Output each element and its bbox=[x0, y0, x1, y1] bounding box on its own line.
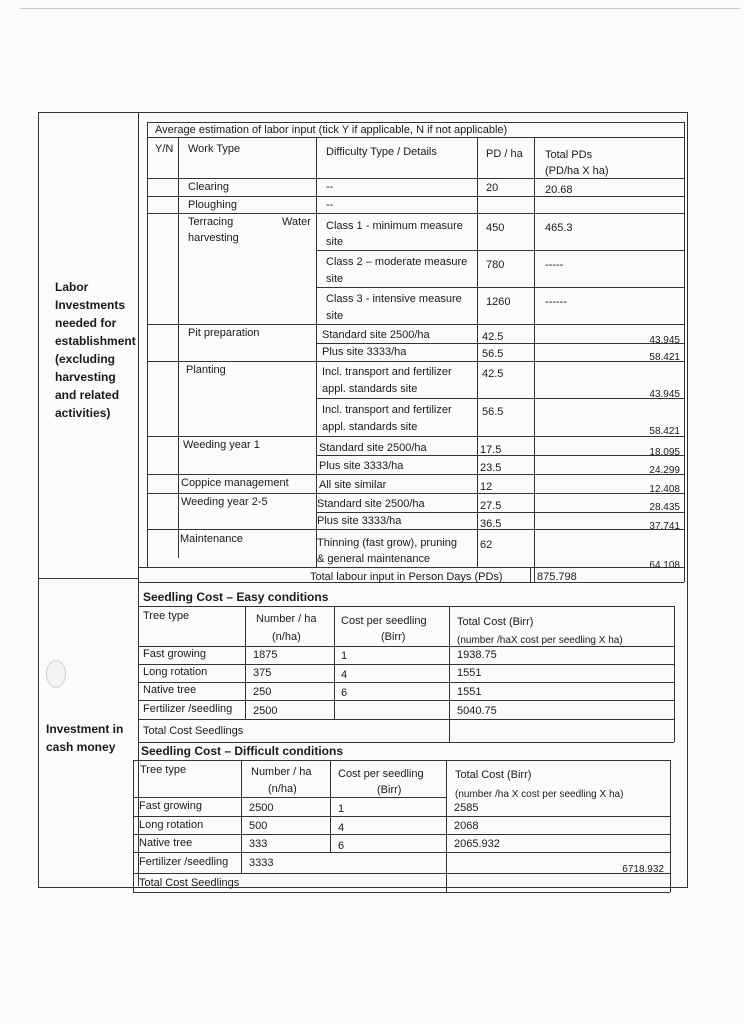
pd-planting-2: 56.5 bbox=[482, 406, 504, 418]
difficult-header-number: Number / ha bbox=[251, 766, 312, 778]
total-weed1-standard: 18.095 bbox=[649, 447, 680, 458]
row-line bbox=[138, 682, 674, 683]
difficult-cost: 1 bbox=[338, 803, 345, 815]
detail-planting-1: Incl. transport and fertilizer bbox=[322, 366, 452, 378]
pd-clearing: 20 bbox=[486, 182, 499, 194]
easy-cost: 1 bbox=[341, 650, 348, 662]
total-weed1-plus: 24.299 bbox=[649, 465, 680, 476]
punch-hole-mark bbox=[46, 660, 66, 688]
detail-weed1-standard: Standard site 2500/ha bbox=[319, 442, 427, 454]
header-pd-ha: PD / ha bbox=[486, 148, 523, 160]
scan-edge bbox=[20, 8, 740, 9]
seedling-easy-title: Seedling Cost – Easy conditions bbox=[143, 590, 329, 604]
row-line bbox=[133, 852, 670, 853]
easy-tree-long-rotation: Long rotation bbox=[143, 666, 208, 678]
difficult-tree-fast-growing: Fast growing bbox=[139, 800, 202, 812]
detail-class1-site: site bbox=[326, 236, 344, 248]
section-divider bbox=[38, 578, 138, 579]
work-maintenance: Maintenance bbox=[180, 533, 243, 545]
pd-weed1-standard: 17.5 bbox=[480, 444, 502, 456]
detail-weed1-plus: Plus site 3333/ha bbox=[319, 460, 404, 472]
difficult-header-number-unit: (n/ha) bbox=[268, 783, 297, 795]
detail-maintenance-2: & general maintenance bbox=[317, 553, 431, 565]
difficult-header-total: Total Cost (Birr) bbox=[455, 769, 532, 781]
row-line bbox=[138, 700, 674, 701]
header-total-pds-formula: (PD/ha X ha) bbox=[545, 165, 609, 177]
row-line bbox=[138, 664, 674, 665]
difficult-number: 333 bbox=[249, 838, 268, 850]
total-coppice: 12.408 bbox=[649, 484, 680, 495]
row-line bbox=[133, 797, 446, 798]
row-line bbox=[316, 250, 684, 251]
total-labour-value: 875.798 bbox=[537, 571, 577, 583]
detail-pit-standard: Standard site 2500/ha bbox=[322, 329, 430, 341]
difficult-tree-native: Native tree bbox=[139, 837, 193, 849]
easy-tree-fertilizer: Fertilizer /seedling bbox=[143, 703, 233, 715]
detail-clearing: -- bbox=[326, 181, 334, 193]
easy-tree-fast-growing: Fast growing bbox=[143, 648, 206, 660]
detail-class3-site: site bbox=[326, 310, 344, 322]
detail-coppice: All site similar bbox=[319, 479, 387, 491]
total-planting-1: 43.945 bbox=[649, 389, 680, 400]
detail-planting-1-site: appl. standards site bbox=[322, 383, 418, 395]
work-terracing: Terracing bbox=[188, 216, 234, 228]
work-terracing-water: Water bbox=[282, 216, 311, 228]
easy-header-cost: Cost per seedling bbox=[341, 615, 427, 627]
row-line bbox=[133, 816, 670, 817]
easy-total: 1938.75 bbox=[457, 649, 497, 661]
work-weeding-year-2-5: Weeding year 2-5 bbox=[181, 496, 268, 508]
pd-pit-plus: 56.5 bbox=[482, 348, 504, 360]
difficult-cost: 4 bbox=[338, 822, 345, 834]
left-column-divider bbox=[138, 112, 139, 886]
easy-number: 2500 bbox=[253, 705, 278, 717]
detail-class3: Class 3 - intensive measure bbox=[326, 293, 462, 305]
difficult-col-cost bbox=[330, 760, 331, 852]
work-coppice-management: Coppice management bbox=[181, 477, 289, 489]
total-maintenance: 64.108 bbox=[649, 560, 680, 571]
work-terracing-harvesting: harvesting bbox=[188, 232, 239, 244]
row-line bbox=[316, 287, 684, 288]
easy-header-total: Total Cost (Birr) bbox=[457, 616, 534, 628]
labor-table-title: Average estimation of labor input (tick Y if applicable, N if not applicable) bbox=[155, 124, 508, 136]
difficult-number: 500 bbox=[249, 820, 268, 832]
detail-maintenance-1: Thinning (fast grow), pruning bbox=[317, 537, 458, 549]
difficult-total: 2585 bbox=[454, 802, 479, 814]
row-line bbox=[138, 606, 674, 607]
difficult-cost: 6 bbox=[338, 840, 345, 852]
detail-class2-site: site bbox=[326, 273, 344, 285]
difficult-header-cost-unit: (Birr) bbox=[377, 784, 402, 796]
seedling-difficult-title: Seedling Cost – Difficult conditions bbox=[141, 744, 344, 758]
detail-planting-2-site: appl. standards site bbox=[322, 421, 418, 433]
pd-class3: 1260 bbox=[486, 296, 511, 308]
difficult-header-cost: Cost per seedling bbox=[338, 768, 424, 780]
easy-col-cost bbox=[334, 606, 335, 719]
detail-class1: Class 1 - minimum measure bbox=[326, 220, 463, 232]
pd-maintenance: 62 bbox=[480, 539, 493, 551]
work-clearing: Clearing bbox=[188, 181, 229, 193]
easy-number: 250 bbox=[253, 686, 272, 698]
col-right bbox=[684, 122, 685, 582]
total-labour-label: Total labour input in Person Days (PDs) bbox=[310, 571, 503, 583]
row-line bbox=[133, 834, 670, 835]
col-pd-left bbox=[477, 138, 478, 568]
row-line bbox=[147, 324, 684, 325]
labor-investments-label: Labor Investments needed for establishment (excluding harvesting and related activities) bbox=[55, 280, 136, 420]
detail-pit-plus: Plus site 3333/ha bbox=[322, 346, 407, 358]
row-line bbox=[147, 137, 684, 138]
pd-class1: 450 bbox=[486, 222, 505, 234]
total-class1: 465.3 bbox=[545, 222, 573, 234]
easy-total-cost-label: Total Cost Seedlings bbox=[143, 725, 244, 737]
difficult-number: 3333 bbox=[249, 857, 274, 869]
pd-weed25-plus: 36.5 bbox=[480, 518, 502, 530]
header-difficulty: Difficulty Type / Details bbox=[326, 146, 437, 158]
row-line bbox=[133, 760, 670, 761]
row-line bbox=[147, 178, 684, 179]
easy-header-cost-unit: (Birr) bbox=[381, 631, 406, 643]
header-yn: Y/N bbox=[155, 143, 174, 155]
detail-planting-2: Incl. transport and fertilizer bbox=[322, 404, 452, 416]
total-weed25-plus: 37.741 bbox=[649, 521, 680, 532]
work-weeding-year-1: Weeding year 1 bbox=[183, 439, 260, 451]
col-yn-left bbox=[147, 122, 148, 567]
difficult-header-tree: Tree type bbox=[140, 764, 187, 776]
total-planting-2: 58.421 bbox=[649, 426, 680, 437]
total-class3: ------ bbox=[545, 296, 567, 308]
difficult-tree-fertilizer: Fertilizer /seedling bbox=[139, 856, 229, 868]
difficult-tree-long-rotation: Long rotation bbox=[139, 819, 204, 831]
difficult-total-cost-label: Total Cost Seedlings bbox=[139, 877, 240, 889]
row-line bbox=[147, 122, 684, 123]
difficult-number: 2500 bbox=[249, 802, 274, 814]
easy-header-number-unit: (n/ha) bbox=[272, 631, 301, 643]
difficult-total: 2065.932 bbox=[454, 838, 500, 850]
pd-weed25-standard: 27.5 bbox=[480, 500, 502, 512]
easy-col-right bbox=[674, 606, 675, 742]
easy-header-total-formula: (number /haX cost per seedling X ha) bbox=[457, 635, 623, 646]
easy-total: 1551 bbox=[457, 686, 482, 698]
work-planting: Planting bbox=[186, 364, 226, 376]
work-pit-preparation: Pit preparation bbox=[188, 327, 260, 339]
total-labour-divider bbox=[530, 567, 531, 582]
col-work-left bbox=[178, 138, 179, 558]
pd-class2: 780 bbox=[486, 259, 505, 271]
row-line bbox=[133, 892, 670, 893]
detail-weed25-plus: Plus site 3333/ha bbox=[317, 515, 402, 527]
easy-col-number bbox=[245, 606, 246, 719]
easy-number: 1875 bbox=[253, 649, 278, 661]
row-line bbox=[147, 213, 684, 214]
pd-pit-standard: 42.5 bbox=[482, 331, 504, 343]
total-clearing: 20.68 bbox=[545, 184, 573, 196]
row-line bbox=[138, 719, 674, 720]
difficult-col-right bbox=[670, 760, 671, 892]
row-line bbox=[138, 742, 674, 743]
difficult-total: 2068 bbox=[454, 820, 479, 832]
easy-number: 375 bbox=[253, 667, 272, 679]
row-line bbox=[138, 646, 674, 647]
detail-ploughing: -- bbox=[326, 199, 334, 211]
total-pit-standard: 43.945 bbox=[649, 335, 680, 346]
pd-coppice: 12 bbox=[480, 481, 493, 493]
header-total-pds: Total PDs bbox=[545, 149, 593, 161]
total-pit-plus: 58.421 bbox=[649, 352, 680, 363]
detail-weed25-standard: Standard site 2500/ha bbox=[317, 498, 425, 510]
detail-class2: Class 2 – moderate measure bbox=[326, 256, 468, 268]
easy-col-total bbox=[449, 606, 450, 742]
pd-weed1-plus: 23.5 bbox=[480, 462, 502, 474]
easy-cost: 6 bbox=[341, 687, 348, 699]
easy-tree-native: Native tree bbox=[143, 684, 197, 696]
easy-total: 5040.75 bbox=[457, 705, 497, 717]
easy-header-tree: Tree type bbox=[143, 610, 190, 622]
work-ploughing: Ploughing bbox=[188, 199, 237, 211]
cash-investment-label: Investment in cash money bbox=[46, 722, 124, 754]
easy-total: 1551 bbox=[457, 667, 482, 679]
pd-planting-1: 42.5 bbox=[482, 368, 504, 380]
difficult-header-total-formula: (number /ha X cost per seedling X ha) bbox=[455, 789, 624, 800]
easy-cost: 4 bbox=[341, 669, 348, 681]
header-work-type: Work Type bbox=[188, 143, 241, 155]
total-weed25-standard: 28.435 bbox=[649, 502, 680, 513]
easy-header-number: Number / ha bbox=[256, 613, 317, 625]
total-class2: ----- bbox=[545, 259, 564, 271]
difficult-total: 6718.932 bbox=[622, 864, 664, 875]
row-line bbox=[147, 196, 684, 197]
